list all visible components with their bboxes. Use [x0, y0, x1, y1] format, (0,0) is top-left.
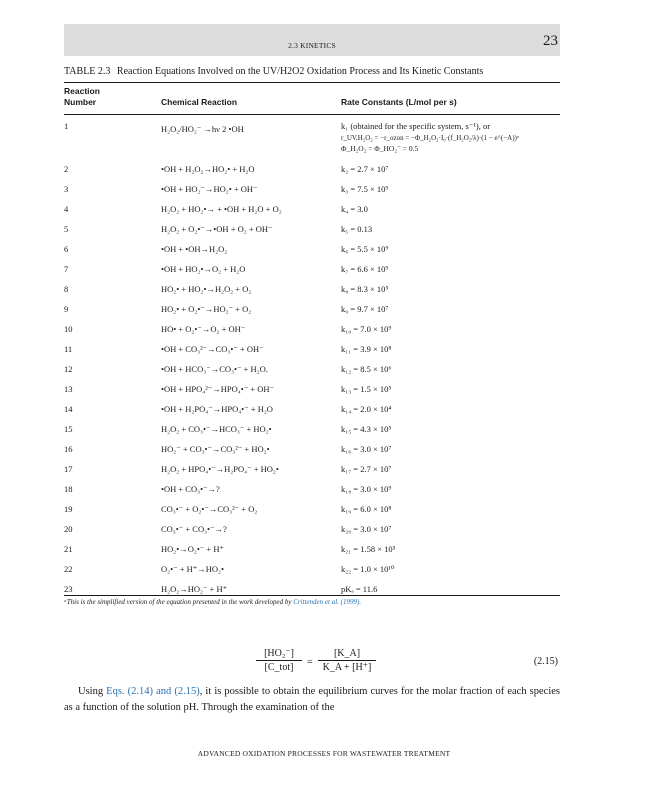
- page-number: 23: [543, 33, 558, 49]
- rate-constant: [341, 121, 519, 153]
- rate-constant: pKₐ = 11.6: [341, 584, 378, 594]
- reaction-number: 22: [64, 564, 73, 574]
- rate-constant: k₆ = 5.5 × 10⁹: [341, 244, 389, 254]
- reaction-number: 6: [64, 244, 69, 254]
- rate-constant: k₂₁ = 1.58 × 10⁵: [341, 544, 396, 554]
- body-paragraph: [64, 684, 560, 716]
- reaction-number: 13: [64, 384, 73, 394]
- reaction-number: 10: [64, 324, 73, 334]
- chemical-reaction: •OH + CO₃²⁻→CO₃•⁻ + OH⁻: [161, 344, 264, 354]
- reaction-number: 15: [64, 424, 73, 434]
- reaction-number: 20: [64, 524, 73, 534]
- table-caption-text: Reaction Equations Involved on the UV/H2O2 Oxidation Process and Its Kinetic Constants: [116, 66, 484, 77]
- reaction-number: 23: [64, 584, 73, 594]
- rate-constant: k₁₃ = 1.5 × 10⁵: [341, 384, 392, 394]
- chemical-reaction: H₂O₂ + HPO₄•⁻→H₂PO₄⁻ + HO₂•: [161, 464, 279, 474]
- rate-constant: k₈ = 8.3 × 10⁵: [341, 284, 389, 294]
- rate-line-3: Φ_H₂O₂ = Φ_HO₂⁻ = 0.5: [341, 144, 419, 153]
- chemical-reaction: H₂O₂ + O₂•⁻→•OH + O₂ + OH⁻: [161, 224, 273, 234]
- body-text-start: Using: [78, 686, 107, 697]
- chemical-reaction: •OH + H₂O₂→HO₂• + H₂O: [161, 164, 255, 174]
- table-bottom-rule: [64, 595, 560, 596]
- chemical-reaction: HO₂• + O₂•⁻→HO₂⁻ + O₂: [161, 304, 252, 314]
- body-text-rest: , it is possible to obtain the equilibrium curves for the molar fraction of each species as a function of the solution pH. Through the examination of the: [64, 686, 560, 713]
- table-caption: [64, 66, 483, 77]
- footnote-citation-link[interactable]: Crittenden et al. (1999).: [293, 598, 362, 606]
- rate-constant: k₅ = 0.13: [341, 224, 373, 234]
- rate-line-1: k₁ (obtained for the specific system, s⁻¹), or: [341, 121, 491, 131]
- chemical-reaction: H₂O₂/HO₂⁻ →hν 2 •OH: [161, 124, 244, 134]
- reaction-number: 2: [64, 164, 69, 174]
- chemical-reaction: CO₃•⁻ + CO₃•⁻→?: [161, 524, 227, 534]
- reaction-number: 4: [64, 204, 69, 214]
- equation-rhs-denominator: K_A + [H⁺]: [322, 662, 372, 673]
- equation-reference-link[interactable]: Eqs. (2.14) and (2.15): [106, 686, 200, 697]
- rate-constant: k₁₄ = 2.0 × 10⁴: [341, 404, 392, 414]
- chemical-reaction: •OH + H₂PO₄⁻→HPO₄•⁻ + H₂O: [161, 404, 273, 414]
- footnote-text: ᵃThis is the simplified version of the equation presented in the work developed by: [64, 598, 294, 606]
- reaction-number: 19: [64, 504, 73, 514]
- chemical-reaction: O₂•⁻ + H⁺→HO₂•: [161, 564, 224, 574]
- rate-line-2: r_UV,H₂O₂ = −r_ozon = −Φ_H₂O₂·I₀·(f_H₂O₂/λ)·(1 − e^(−A))ᵃ: [341, 134, 519, 142]
- rate-constant: k₁₂ = 8.5 × 10⁶: [341, 364, 392, 374]
- chemical-reaction: •OH + HCO₃⁻→CO₃•⁻ + H₂O.: [161, 364, 268, 374]
- reaction-number: 16: [64, 444, 73, 454]
- column-header-reaction: Chemical Reaction: [161, 97, 238, 107]
- reaction-number: 17: [64, 464, 73, 474]
- rate-constant: k₁₈ = 3.0 × 10⁹: [341, 484, 392, 494]
- chemical-reaction: •OH + HO₂⁻→HO₂• + OH⁻: [161, 184, 258, 194]
- rate-constant: k₁₆ = 3.0 × 10⁷: [341, 444, 392, 454]
- chemical-reaction: H₂O₂ + CO₃•⁻→HCO₃⁻ + HO₂•: [161, 424, 272, 434]
- chemical-reaction: HO• + O₂•⁻→O₂ + OH⁻: [161, 324, 246, 334]
- rate-constant: k₉ = 9.7 × 10⁷: [341, 304, 389, 314]
- reaction-number: 3: [64, 184, 69, 194]
- rate-constant: k₇ = 6.6 × 10⁹: [341, 264, 389, 274]
- rate-constant: k₁₅ = 4.3 × 10⁵: [341, 424, 392, 434]
- table-footnote: [64, 598, 361, 606]
- equation-rhs-fraction: [318, 648, 376, 673]
- chemical-reaction: •OH + HO₂•→O₂ + H₂O: [161, 264, 246, 274]
- equation-2-15: [256, 648, 376, 682]
- equation-lhs-fraction: [256, 648, 302, 673]
- reaction-number: 1: [64, 121, 69, 131]
- page-footer: ADVANCED OXIDATION PROCESSES FOR WASTEWATER TREATMENT: [197, 749, 451, 758]
- equation-rhs-numerator: [K_A]: [318, 648, 376, 661]
- rate-constant: k₂₂ = 1.0 × 10¹⁰: [341, 564, 395, 574]
- rate-constant: k₁₇ = 2.7 × 10⁷: [341, 464, 392, 474]
- chemical-reaction: •OH + CO₃•⁻→?: [161, 484, 220, 494]
- rate-constant: k₄ = 3.0: [341, 204, 368, 214]
- reaction-number: 9: [64, 304, 69, 314]
- rate-constant: k₁₉ = 6.0 × 10⁸: [341, 504, 392, 514]
- reaction-number: 5: [64, 224, 69, 234]
- rate-constant: k₂ = 2.7 × 10⁷: [341, 164, 389, 174]
- chemical-reaction: •OH + •OH→H₂O₂: [161, 244, 228, 254]
- rate-constant: k₂₀ = 3.0 × 10⁷: [341, 524, 392, 534]
- equation-label: (2.15): [533, 656, 558, 667]
- chemical-reaction: CO₃•⁻ + O₂•⁻→CO₃²⁻ + O₂: [161, 504, 258, 514]
- table-top-rule: [64, 82, 560, 83]
- column-header-rate: Rate Constants (L/mol per s): [341, 97, 457, 107]
- chemical-reaction: HO₂• + HO₂•→H₂O₂ + O₂: [161, 284, 252, 294]
- rate-constant: k₃ = 7.5 × 10⁹: [341, 184, 389, 194]
- page-header: [64, 24, 560, 56]
- reaction-number: 8: [64, 284, 69, 294]
- rate-constant: k₁₁ = 3.9 × 10⁸: [341, 344, 392, 354]
- reaction-number: 14: [64, 404, 73, 414]
- chemical-reaction: H₂O₂ + HO₂•→ + •OH + H₂O + O₂: [161, 204, 282, 214]
- chemical-reaction: HO₂⁻ + CO₃•⁻→CO₃²⁻ + HO₂•: [161, 444, 270, 454]
- reaction-number: 12: [64, 364, 73, 374]
- table-caption-label: TABLE 2.3: [64, 66, 111, 77]
- running-head: 2.3 KINETICS: [288, 41, 336, 50]
- column-header-number: Reaction Number: [64, 86, 100, 107]
- rate-constant: k₁₀ = 7.0 × 10⁹: [341, 324, 392, 334]
- equation-equals: =: [307, 657, 313, 668]
- reaction-number: 18: [64, 484, 73, 494]
- chemical-reaction: HO₂•→O₂•⁻ + H⁺: [161, 544, 224, 554]
- chemical-reaction: H₂O₂→HO₂⁻ + H⁺: [161, 584, 228, 594]
- reaction-number: 21: [64, 544, 73, 554]
- reaction-number: 7: [64, 264, 69, 274]
- equation-lhs-numerator: [HO₂⁻]: [256, 648, 302, 661]
- equation-lhs-denominator: [C_tot]: [264, 662, 294, 673]
- chemical-reaction: •OH + HPO₄²⁻→HPO₄•⁻ + OH⁻: [161, 384, 275, 394]
- reaction-number: 11: [64, 344, 73, 354]
- table-header-rule: [64, 114, 560, 115]
